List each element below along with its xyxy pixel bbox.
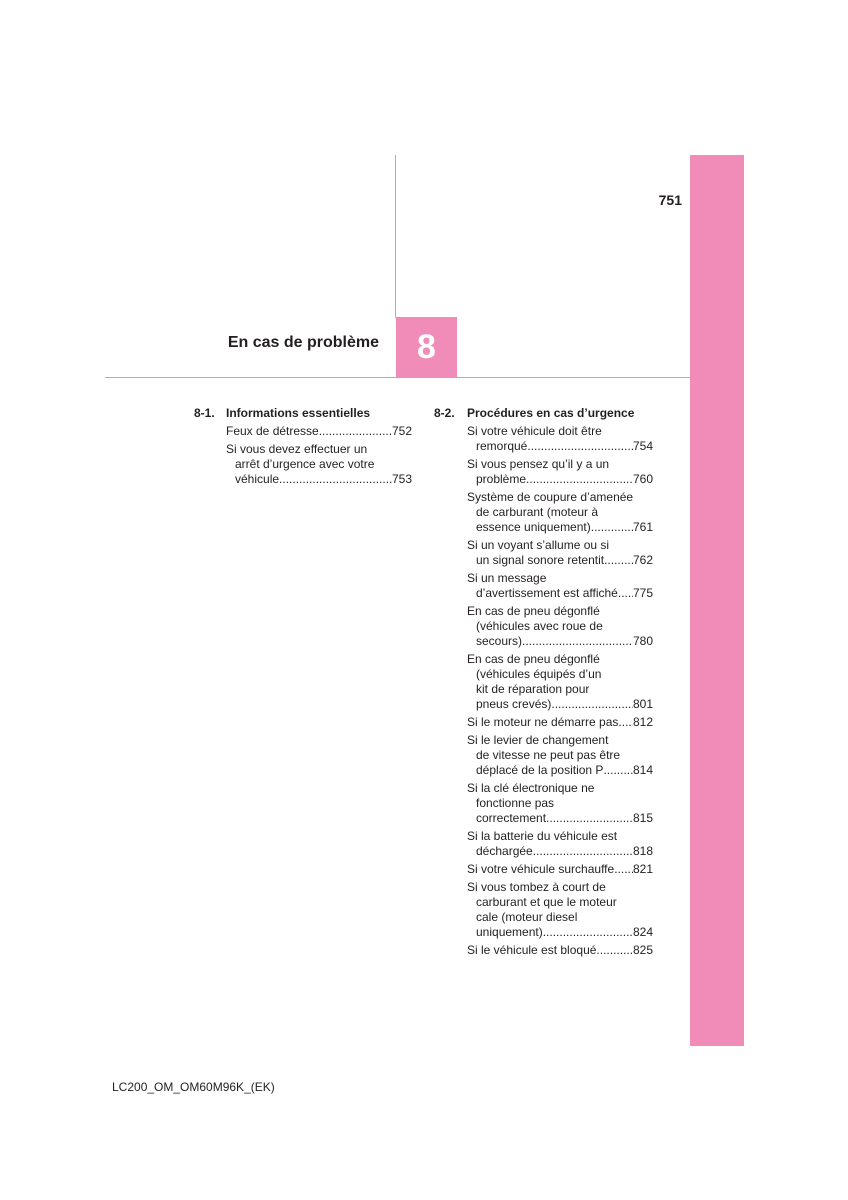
toc-entry[interactable] bbox=[467, 490, 653, 535]
toc-entry-text: Si le véhicule est bloqué bbox=[467, 943, 597, 957]
toc-entry-text: Si la clé électronique ne bbox=[467, 781, 595, 795]
toc-page-number: 825 bbox=[632, 943, 653, 957]
toc-entry-text: uniquement) bbox=[476, 925, 543, 939]
toc-page-number: 780 bbox=[632, 634, 653, 648]
dot-leader bbox=[591, 520, 633, 535]
toc-entry[interactable] bbox=[467, 538, 653, 568]
toc-entry-text: essence uniquement) bbox=[476, 520, 591, 534]
toc-entry-text: correctement bbox=[476, 811, 547, 825]
toc-entry[interactable] bbox=[467, 781, 653, 826]
page-number: 751 bbox=[658, 192, 682, 208]
dot-leader bbox=[533, 844, 633, 859]
section-title: Informations essentielles bbox=[226, 406, 371, 420]
toc-section-8-1 bbox=[194, 406, 412, 487]
toc-entry-text: Si votre véhicule surchauffe bbox=[467, 862, 615, 876]
toc-entry-text: Si un voyant s’allume ou si bbox=[467, 538, 610, 552]
toc-entry-text: fonctionne pas bbox=[476, 796, 555, 810]
toc-entry[interactable] bbox=[467, 457, 653, 487]
toc-page-number: 821 bbox=[632, 862, 653, 876]
dot-leader bbox=[546, 811, 633, 826]
toc-entry-text: arrêt d’urgence avec votre bbox=[235, 457, 375, 471]
section-heading bbox=[434, 406, 653, 421]
dot-leader bbox=[279, 472, 392, 487]
chapter-number-badge: 8 bbox=[396, 317, 457, 378]
dot-leader bbox=[526, 472, 633, 487]
toc-entry-text: d’avertissement est affiché bbox=[476, 586, 618, 600]
toc-page-number: 815 bbox=[632, 811, 653, 825]
toc-entry-text: déplacé de la position P bbox=[476, 763, 604, 777]
dot-leader bbox=[543, 925, 633, 940]
toc-entry-text: Si le levier de changement bbox=[467, 733, 609, 747]
toc-entry[interactable] bbox=[467, 571, 653, 601]
toc-entry-text: Système de coupure d’amenée bbox=[467, 490, 634, 504]
section-number: 8-2. bbox=[434, 406, 455, 420]
toc-entry-text: En cas de pneu dégonflé bbox=[467, 652, 600, 666]
toc-page-number: 801 bbox=[632, 697, 653, 711]
dot-leader bbox=[596, 943, 633, 958]
toc-entry[interactable] bbox=[467, 943, 653, 958]
toc-page-number: 818 bbox=[632, 844, 653, 858]
toc-entry-text: Si votre véhicule doit être bbox=[467, 424, 602, 438]
toc-page-number: 775 bbox=[632, 586, 653, 600]
toc-entry-text: pneus crevés) bbox=[476, 697, 552, 711]
chapter-tab-bar bbox=[690, 155, 744, 1046]
toc-entry-text: Si le moteur ne démarre pas bbox=[467, 715, 619, 729]
toc-page-number: 814 bbox=[632, 763, 653, 777]
toc-page-number: 824 bbox=[632, 925, 653, 939]
toc-entry-text: (véhicules équipés d’un bbox=[476, 667, 602, 681]
toc-entry-text: En cas de pneu dégonflé bbox=[467, 604, 600, 618]
toc-page-number: 752 bbox=[391, 424, 412, 438]
toc-page-number: 761 bbox=[632, 520, 653, 534]
toc-entry-text: de vitesse ne peut pas être bbox=[476, 748, 621, 762]
section-title: Procédures en cas d’urgence bbox=[467, 406, 635, 420]
document-code: LC200_OM_OM60M96K_(EK) bbox=[112, 1080, 275, 1094]
toc-entry-text: remorqué bbox=[476, 439, 528, 453]
toc-entry-text: Si vous pensez qu’il y a un bbox=[467, 457, 610, 471]
toc-entry[interactable] bbox=[467, 862, 653, 877]
toc-page-number: 760 bbox=[632, 472, 653, 486]
dot-leader bbox=[614, 862, 633, 877]
toc-page-number: 762 bbox=[632, 553, 653, 567]
toc-page-number: 753 bbox=[391, 472, 412, 486]
toc-entry-text: véhicule bbox=[235, 472, 280, 486]
toc-entry-text: cale (moteur diesel bbox=[476, 910, 578, 924]
toc-entry-text: (véhicules avec roue de bbox=[476, 619, 603, 633]
toc-entry-text: Si la batterie du véhicule est bbox=[467, 829, 618, 843]
toc-entry-text: déchargée bbox=[476, 844, 533, 858]
toc-page-number: 754 bbox=[632, 439, 653, 453]
toc-entry[interactable] bbox=[467, 652, 653, 712]
dot-leader bbox=[618, 586, 633, 601]
section-heading bbox=[194, 406, 412, 421]
toc-entry-text: secours) bbox=[476, 634, 523, 648]
toc-entry[interactable] bbox=[467, 715, 653, 730]
dot-leader bbox=[527, 439, 633, 454]
toc-section-8-2 bbox=[434, 406, 653, 958]
dot-leader bbox=[603, 763, 633, 778]
toc-entry-text: Si vous devez effectuer un bbox=[226, 442, 368, 456]
dot-leader bbox=[604, 553, 633, 568]
toc-entry-text: Si un message bbox=[467, 571, 547, 585]
toc-entry[interactable] bbox=[467, 604, 653, 649]
toc-entry-text: Si vous tombez à court de bbox=[467, 880, 606, 894]
toc-entry[interactable] bbox=[467, 733, 653, 778]
vertical-rule bbox=[395, 155, 396, 318]
toc-entry-text: de carburant (moteur à bbox=[476, 505, 599, 519]
toc-entry[interactable] bbox=[467, 424, 653, 454]
toc-entry[interactable] bbox=[226, 424, 412, 439]
toc-entry[interactable] bbox=[467, 880, 653, 940]
dot-leader bbox=[618, 715, 633, 730]
toc-entry[interactable] bbox=[226, 442, 412, 487]
toc-entry-text: un signal sonore retentit bbox=[476, 553, 605, 567]
toc-entry-text: Feux de détresse bbox=[226, 424, 319, 438]
dot-leader bbox=[319, 424, 392, 439]
toc-entry-text: problème bbox=[476, 472, 527, 486]
section-number: 8-1. bbox=[194, 406, 215, 420]
toc-entry-text: carburant et que le moteur bbox=[476, 895, 617, 909]
toc-page-number: 812 bbox=[632, 715, 653, 729]
toc-entry-text: kit de réparation pour bbox=[476, 682, 590, 696]
dot-leader bbox=[522, 634, 633, 649]
chapter-title: En cas de problème bbox=[227, 334, 379, 351]
toc-entry[interactable] bbox=[467, 829, 653, 859]
dot-leader bbox=[551, 697, 633, 712]
